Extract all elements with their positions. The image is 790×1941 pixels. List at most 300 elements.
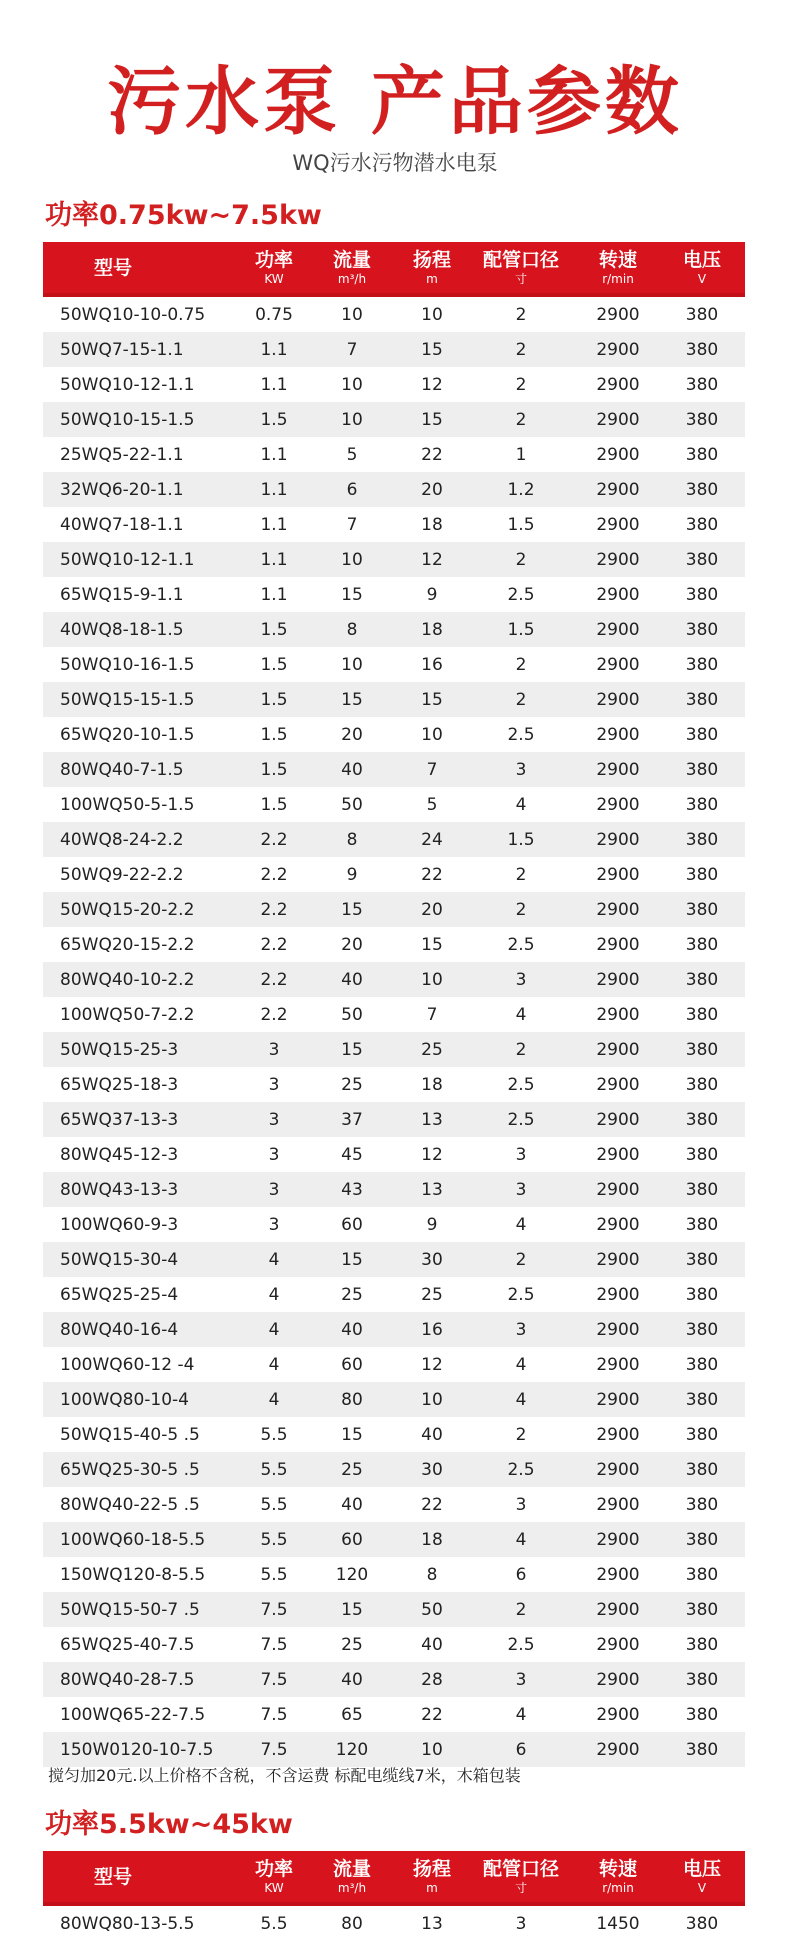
cell-speed: 2900 (596, 1354, 640, 1375)
cell-voltage: 380 (685, 689, 719, 710)
cell-flow: 15 (341, 584, 363, 605)
cell-head: 13 (421, 1109, 443, 1130)
cell-speed: 2900 (596, 1669, 640, 1690)
table-row (43, 437, 745, 472)
cell-flow: 10 (341, 409, 363, 430)
table-row (43, 1627, 745, 1662)
cell-voltage: 380 (685, 1739, 719, 1760)
table-row (43, 542, 745, 577)
cell-head: 15 (421, 934, 443, 955)
cell-voltage: 380 (685, 409, 719, 430)
cell-power: 1.1 (260, 549, 288, 570)
cell-power: 1.5 (260, 794, 288, 815)
cell-voltage: 380 (685, 1144, 719, 1165)
cell-speed: 2900 (596, 1529, 640, 1550)
cell-pipe-diameter: 2.5 (507, 1634, 535, 1655)
cell-model: 50WQ15-15-1.5 (60, 689, 195, 710)
table-row (43, 1277, 745, 1312)
cell-voltage: 380 (685, 1109, 719, 1130)
cell-model: 65WQ20-10-1.5 (60, 724, 195, 745)
table-row (43, 1522, 745, 1557)
cell-pipe-diameter: 2 (515, 1249, 527, 1270)
table-row (43, 1067, 745, 1102)
cell-model: 150W0120-10-7.5 (60, 1739, 214, 1760)
cell-voltage: 380 (685, 899, 719, 920)
table-row (43, 1452, 745, 1487)
cell-flow: 120 (335, 1564, 369, 1585)
cell-speed: 2900 (596, 724, 640, 745)
col-header-flow: 流量 m³/h (332, 249, 371, 286)
cell-flow: 15 (341, 899, 363, 920)
cell-head: 30 (421, 1459, 443, 1480)
cell-speed: 2900 (596, 1704, 640, 1725)
table-row (43, 822, 745, 857)
cell-model: 80WQ45-12-3 (60, 1144, 179, 1165)
cell-voltage: 380 (685, 1319, 719, 1340)
col-header-voltage: 电压 V (682, 249, 721, 286)
cell-voltage: 380 (685, 1074, 719, 1095)
cell-head: 16 (421, 1319, 443, 1340)
cell-speed: 2900 (596, 864, 640, 885)
cell-pipe-diameter: 3 (515, 1319, 527, 1340)
table-row (43, 1662, 745, 1697)
price-note: 搅匀加20元.以上价格不含税，不含运费 标配电缆线7米，木箱包装 (48, 1766, 521, 1785)
cell-speed: 2900 (596, 1214, 640, 1235)
cell-speed: 2900 (596, 444, 640, 465)
cell-flow: 60 (341, 1214, 363, 1235)
cell-flow: 15 (341, 1599, 363, 1620)
cell-voltage: 380 (685, 794, 719, 815)
cell-pipe-diameter: 2 (515, 864, 527, 885)
table-row (43, 927, 745, 962)
cell-pipe-diameter: 2 (515, 1424, 527, 1445)
cell-head: 13 (421, 1179, 443, 1200)
table-row (43, 1487, 745, 1522)
cell-voltage: 380 (685, 1424, 719, 1445)
cell-head: 22 (421, 1704, 443, 1725)
table-row (43, 1207, 745, 1242)
cell-pipe-diameter: 2.5 (507, 1459, 535, 1480)
cell-model: 80WQ40-28-7.5 (60, 1669, 195, 1690)
cell-pipe-diameter: 4 (515, 1214, 527, 1235)
cell-power: 4 (268, 1319, 280, 1340)
cell-pipe-diameter: 2.5 (507, 584, 535, 605)
cell-voltage: 380 (685, 1389, 719, 1410)
cell-model: 50WQ15-50-7 .5 (60, 1599, 200, 1620)
cell-pipe-diameter: 2 (515, 549, 527, 570)
cell-pipe-diameter: 1.5 (507, 829, 535, 850)
cell-head: 28 (421, 1669, 443, 1690)
cell-voltage: 380 (685, 1214, 719, 1235)
cell-power: 2.2 (260, 1004, 288, 1025)
cell-pipe-diameter: 2.5 (507, 1074, 535, 1095)
cell-pipe-diameter: 2.5 (507, 724, 535, 745)
cell-flow: 8 (346, 619, 358, 640)
cell-voltage: 380 (685, 724, 719, 745)
col-header-speed: 转速 r/min (598, 249, 637, 286)
cell-model: 40WQ8-24-2.2 (60, 829, 184, 850)
cell-power: 1.1 (260, 479, 288, 500)
cell-voltage: 380 (685, 1039, 719, 1060)
cell-voltage: 380 (685, 479, 719, 500)
cell-model: 100WQ60-9-3 (60, 1214, 179, 1235)
table-row (43, 1557, 745, 1592)
cell-head: 10 (421, 1739, 443, 1760)
cell-voltage: 380 (685, 1564, 719, 1585)
cell-pipe-diameter: 2.5 (507, 1109, 535, 1130)
cell-speed: 2900 (596, 1319, 640, 1340)
cell-voltage: 380 (685, 934, 719, 955)
cell-speed: 2900 (596, 1144, 640, 1165)
cell-head: 5 (426, 794, 438, 815)
cell-voltage: 380 (685, 619, 719, 640)
cell-speed: 2900 (596, 1109, 640, 1130)
cell-speed: 2900 (596, 829, 640, 850)
cell-flow: 6 (346, 479, 358, 500)
cell-flow: 20 (341, 724, 363, 745)
cell-power: 2.2 (260, 864, 288, 885)
cell-pipe-diameter: 3 (515, 1179, 527, 1200)
cell-head: 50 (421, 1599, 443, 1620)
cell-speed: 2900 (596, 794, 640, 815)
cell-pipe-diameter: 1.5 (507, 514, 535, 535)
cell-model: 65WQ25-30-5 .5 (60, 1459, 200, 1480)
cell-flow: 25 (341, 1284, 363, 1305)
cell-head: 15 (421, 339, 443, 360)
cell-head: 12 (421, 374, 443, 395)
table-row (43, 647, 745, 682)
table-row (43, 332, 745, 367)
cell-head: 25 (421, 1284, 443, 1305)
cell-voltage: 380 (685, 1669, 719, 1690)
cell-speed: 2900 (596, 1039, 640, 1060)
cell-pipe-diameter: 1.2 (507, 479, 535, 500)
cell-power: 1.1 (260, 339, 288, 360)
cell-power: 5.5 (260, 1564, 288, 1585)
cell-model: 40WQ8-18-1.5 (60, 619, 184, 640)
cell-model: 80WQ43-13-3 (60, 1179, 179, 1200)
table-row (43, 787, 745, 822)
cell-flow: 8 (346, 829, 358, 850)
cell-head: 22 (421, 1494, 443, 1515)
table-row (43, 997, 745, 1032)
cell-power: 1.1 (260, 514, 288, 535)
cell-pipe-diameter: 4 (515, 1389, 527, 1410)
cell-voltage: 380 (685, 1913, 719, 1934)
col-header-pipe-diameter: 配管口径 寸 (482, 249, 559, 286)
table-row (43, 962, 745, 997)
cell-speed: 2900 (596, 1459, 640, 1480)
cell-head: 22 (421, 864, 443, 885)
cell-pipe-diameter: 2 (515, 654, 527, 675)
cell-flow: 80 (341, 1913, 363, 1934)
cell-power: 7.5 (260, 1599, 288, 1620)
cell-power: 2.2 (260, 934, 288, 955)
cell-head: 13 (421, 1913, 443, 1934)
table-row (43, 612, 745, 647)
cell-flow: 50 (341, 1004, 363, 1025)
cell-flow: 7 (346, 514, 358, 535)
cell-flow: 25 (341, 1074, 363, 1095)
cell-speed: 2900 (596, 479, 640, 500)
table-row (43, 367, 745, 402)
cell-power: 3 (268, 1144, 280, 1165)
table-row (43, 1382, 745, 1417)
cell-head: 7 (426, 759, 438, 780)
cell-flow: 10 (341, 374, 363, 395)
cell-voltage: 380 (685, 1249, 719, 1270)
cell-pipe-diameter: 3 (515, 1913, 527, 1934)
cell-voltage: 380 (685, 1459, 719, 1480)
cell-speed: 2900 (596, 689, 640, 710)
cell-power: 1.5 (260, 619, 288, 640)
table-row (43, 577, 745, 612)
cell-power: 1.5 (260, 724, 288, 745)
cell-speed: 2900 (596, 654, 640, 675)
cell-model: 65WQ25-25-4 (60, 1284, 179, 1305)
table-row (43, 1592, 745, 1627)
cell-model: 150WQ120-8-5.5 (60, 1564, 206, 1585)
cell-voltage: 380 (685, 374, 719, 395)
cell-head: 20 (421, 899, 443, 920)
cell-head: 15 (421, 689, 443, 710)
cell-speed: 2900 (596, 934, 640, 955)
cell-speed: 2900 (596, 1739, 640, 1760)
cell-speed: 2900 (596, 409, 640, 430)
col-header-model: 型号 (93, 1865, 132, 1888)
cell-flow: 15 (341, 689, 363, 710)
cell-flow: 25 (341, 1634, 363, 1655)
cell-power: 5.5 (260, 1913, 288, 1934)
cell-pipe-diameter: 3 (515, 1144, 527, 1165)
cell-power: 1.5 (260, 409, 288, 430)
cell-model: 50WQ7-15-1.1 (60, 339, 184, 360)
cell-model: 100WQ60-12 -4 (60, 1354, 195, 1375)
cell-pipe-diameter: 1 (515, 444, 527, 465)
cell-head: 18 (421, 1529, 443, 1550)
cell-model: 65WQ25-40-7.5 (60, 1634, 195, 1655)
cell-head: 22 (421, 444, 443, 465)
cell-power: 4 (268, 1354, 280, 1375)
table-row (43, 1906, 745, 1941)
col-header-head: 扬程 m (412, 1858, 451, 1895)
table-row (43, 1172, 745, 1207)
cell-flow: 15 (341, 1249, 363, 1270)
cell-voltage: 380 (685, 654, 719, 675)
cell-head: 10 (421, 1389, 443, 1410)
cell-head: 10 (421, 304, 443, 325)
cell-head: 12 (421, 1144, 443, 1165)
cell-power: 1.1 (260, 584, 288, 605)
cell-pipe-diameter: 2 (515, 339, 527, 360)
cell-head: 40 (421, 1634, 443, 1655)
table-row (43, 507, 745, 542)
cell-speed: 2900 (596, 1249, 640, 1270)
cell-pipe-diameter: 3 (515, 969, 527, 990)
cell-power: 7.5 (260, 1739, 288, 1760)
cell-speed: 2900 (596, 759, 640, 780)
col-header-pipe-diameter: 配管口径 寸 (482, 1858, 559, 1895)
cell-voltage: 380 (685, 304, 719, 325)
cell-pipe-diameter: 4 (515, 1004, 527, 1025)
cell-flow: 9 (346, 864, 358, 885)
cell-flow: 20 (341, 934, 363, 955)
cell-pipe-diameter: 2.5 (507, 934, 535, 955)
cell-voltage: 380 (685, 1599, 719, 1620)
cell-pipe-diameter: 6 (515, 1564, 527, 1585)
cell-head: 15 (421, 409, 443, 430)
cell-pipe-diameter: 4 (515, 1354, 527, 1375)
cell-voltage: 380 (685, 444, 719, 465)
cell-head: 12 (421, 1354, 443, 1375)
cell-model: 80WQ40-22-5 .5 (60, 1494, 200, 1515)
cell-head: 12 (421, 549, 443, 570)
cell-speed: 2900 (596, 1284, 640, 1305)
col-header-power: 功率 KW (254, 249, 293, 286)
cell-pipe-diameter: 2 (515, 689, 527, 710)
col-header-model: 型号 (93, 256, 132, 279)
cell-pipe-diameter: 3 (515, 759, 527, 780)
cell-model: 80WQ40-16-4 (60, 1319, 179, 1340)
cell-model: 50WQ15-30-4 (60, 1249, 179, 1270)
table-row (43, 1417, 745, 1452)
cell-model: 100WQ65-22-7.5 (60, 1704, 206, 1725)
cell-pipe-diameter: 6 (515, 1739, 527, 1760)
cell-model: 80WQ40-10-2.2 (60, 969, 195, 990)
cell-head: 20 (421, 479, 443, 500)
cell-speed: 2900 (596, 584, 640, 605)
cell-speed: 2900 (596, 1599, 640, 1620)
cell-flow: 15 (341, 1424, 363, 1445)
table-row (43, 892, 745, 927)
cell-flow: 5 (346, 444, 358, 465)
cell-power: 4 (268, 1284, 280, 1305)
cell-flow: 40 (341, 759, 363, 780)
cell-flow: 10 (341, 654, 363, 675)
cell-flow: 10 (341, 549, 363, 570)
cell-power: 1.1 (260, 444, 288, 465)
cell-power: 3 (268, 1074, 280, 1095)
cell-model: 50WQ9-22-2.2 (60, 864, 184, 885)
table-row (43, 857, 745, 892)
cell-voltage: 380 (685, 514, 719, 535)
cell-head: 7 (426, 1004, 438, 1025)
cell-power: 5.5 (260, 1459, 288, 1480)
cell-voltage: 380 (685, 1704, 719, 1725)
cell-speed: 2900 (596, 1179, 640, 1200)
table-row (43, 1137, 745, 1172)
cell-power: 2.2 (260, 829, 288, 850)
cell-flow: 40 (341, 1669, 363, 1690)
cell-flow: 60 (341, 1529, 363, 1550)
cell-model: 100WQ50-7-2.2 (60, 1004, 195, 1025)
cell-head: 9 (426, 584, 438, 605)
cell-voltage: 380 (685, 1354, 719, 1375)
table-header (43, 1851, 745, 1906)
spec-table-1 (43, 242, 745, 1767)
cell-flow: 80 (341, 1389, 363, 1410)
cell-model: 50WQ15-40-5 .5 (60, 1424, 200, 1445)
table-row (43, 472, 745, 507)
cell-speed: 1450 (596, 1913, 640, 1934)
cell-pipe-diameter: 3 (515, 1494, 527, 1515)
cell-model: 25WQ5-22-1.1 (60, 444, 184, 465)
cell-speed: 2900 (596, 1004, 640, 1025)
table-row (43, 1102, 745, 1137)
cell-speed: 2900 (596, 1389, 640, 1410)
cell-power: 5.5 (260, 1494, 288, 1515)
page-title: 污水泵 产品参数 (107, 59, 683, 145)
cell-model: 100WQ60-18-5.5 (60, 1529, 206, 1550)
cell-power: 7.5 (260, 1669, 288, 1690)
cell-power: 2.2 (260, 969, 288, 990)
cell-head: 40 (421, 1424, 443, 1445)
table-row (43, 297, 745, 332)
cell-head: 18 (421, 514, 443, 535)
cell-model: 65WQ20-15-2.2 (60, 934, 195, 955)
cell-flow: 40 (341, 1494, 363, 1515)
cell-speed: 2900 (596, 1494, 640, 1515)
cell-voltage: 380 (685, 1179, 719, 1200)
table-row (43, 1242, 745, 1277)
cell-flow: 25 (341, 1459, 363, 1480)
cell-head: 9 (426, 1214, 438, 1235)
cell-pipe-diameter: 2 (515, 304, 527, 325)
cell-pipe-diameter: 2.5 (507, 1284, 535, 1305)
cell-power: 3 (268, 1214, 280, 1235)
cell-flow: 10 (341, 304, 363, 325)
cell-head: 16 (421, 654, 443, 675)
cell-voltage: 380 (685, 339, 719, 360)
cell-pipe-diameter: 4 (515, 1704, 527, 1725)
cell-power: 7.5 (260, 1634, 288, 1655)
cell-model: 80WQ40-7-1.5 (60, 759, 184, 780)
spec-table-2 (43, 1851, 745, 1941)
cell-model: 50WQ15-20-2.2 (60, 899, 195, 920)
cell-model: 100WQ80-10-4 (60, 1389, 189, 1410)
cell-model: 65WQ25-18-3 (60, 1074, 179, 1095)
cell-flow: 45 (341, 1144, 363, 1165)
cell-voltage: 380 (685, 1529, 719, 1550)
cell-speed: 2900 (596, 619, 640, 640)
cell-power: 4 (268, 1389, 280, 1410)
cell-flow: 43 (341, 1179, 363, 1200)
table-row (43, 752, 745, 787)
cell-head: 10 (421, 969, 443, 990)
table-row (43, 717, 745, 752)
table-row (43, 1032, 745, 1067)
cell-head: 18 (421, 619, 443, 640)
cell-speed: 2900 (596, 339, 640, 360)
cell-voltage: 380 (685, 759, 719, 780)
table-row (43, 1347, 745, 1382)
cell-speed: 2900 (596, 304, 640, 325)
cell-pipe-diameter: 4 (515, 1529, 527, 1550)
cell-power: 3 (268, 1039, 280, 1060)
cell-voltage: 380 (685, 549, 719, 570)
section-title-2: 功率5.5kw~45kw (45, 1809, 293, 1840)
cell-power: 3 (268, 1179, 280, 1200)
col-header-speed: 转速 r/min (598, 1858, 637, 1895)
cell-model: 32WQ6-20-1.1 (60, 479, 184, 500)
cell-model: 65WQ15-9-1.1 (60, 584, 184, 605)
cell-model: 80WQ80-13-5.5 (60, 1913, 195, 1934)
cell-head: 24 (421, 829, 443, 850)
cell-model: 40WQ7-18-1.1 (60, 514, 184, 535)
section-title-1: 功率0.75kw~7.5kw (45, 200, 322, 231)
cell-speed: 2900 (596, 549, 640, 570)
cell-pipe-diameter: 2 (515, 1039, 527, 1060)
